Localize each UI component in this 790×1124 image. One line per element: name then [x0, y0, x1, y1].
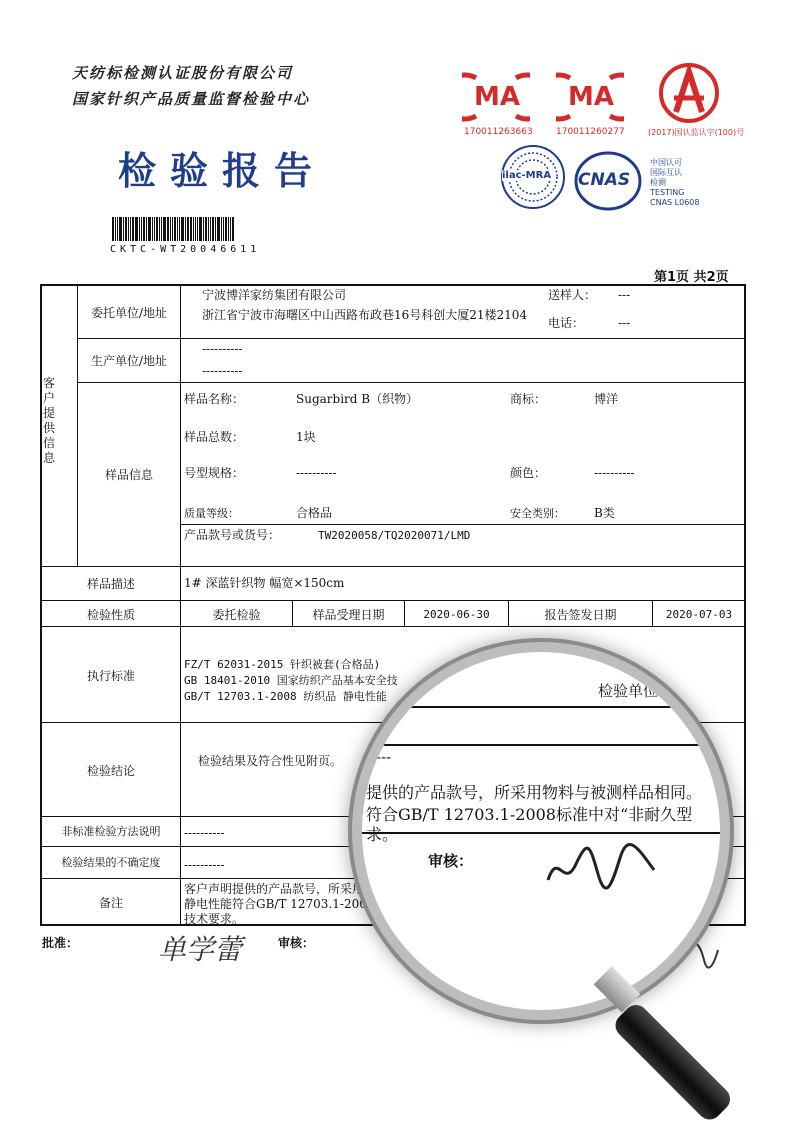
page-indicator: 第1页 共2页: [654, 270, 729, 285]
phone-value: ---: [618, 316, 631, 330]
count-label: 样品总数：: [184, 430, 245, 444]
remarks-label: 备注: [98, 895, 123, 910]
item-number-label: 产品款号或货号：: [184, 528, 281, 542]
client-section-label: 客户提供信息: [43, 376, 56, 465]
issued-date-value: 2020-07-03: [665, 607, 733, 621]
remarks-line3: 技术要求。: [184, 912, 245, 926]
phone-label: 电话：: [548, 316, 585, 330]
sample-info-label: 样品信息: [104, 467, 153, 482]
nonstandard-value: ----------: [184, 826, 225, 840]
brand-value: 博洋: [594, 392, 619, 406]
remarks-line1: 客户声明提供的产品款号，所采用: [184, 882, 365, 896]
magnifier-line3: 求。: [366, 825, 399, 844]
org-name-line1: 天纺标检测认证股份有限公司: [72, 64, 294, 82]
model-label: 号型规格：: [184, 466, 245, 480]
grade-label: 质量等级：: [184, 507, 239, 520]
standard-line2: GB 18401-2010 国家纺织产品基本安全技: [184, 674, 398, 687]
sample-desc-label: 样品描述: [86, 576, 135, 591]
sample-desc-value: 1# 深蓝针织物 幅宽×150cm: [184, 576, 345, 590]
grade-value: 合格品: [296, 506, 333, 520]
client-address: 浙江省宁波市海曙区中山西路布政巷16号科创大厦21楼2104: [202, 308, 528, 322]
cnas-caption: 中国认可 国际互认 检测 TESTING CNAS L0608: [650, 158, 700, 207]
standard-line1: FZ/T 62031-2015 针织被套(合格品): [184, 658, 381, 671]
magnifier-line1: 提供的产品款号，所采用物料与被测样品相同。: [366, 783, 703, 802]
safety-label: 安全类别：: [510, 507, 565, 520]
brand-label: 商标：: [510, 392, 547, 406]
magnifier-stamp-label: 检验单位: [598, 682, 659, 700]
approve-label: 批准：: [42, 936, 79, 950]
cma-logo-2: MA: [556, 72, 624, 122]
approve-signature: 单学蕾: [158, 933, 243, 966]
magnifier-signature: [542, 840, 662, 904]
inspection-type-label: 检验性质: [86, 607, 135, 622]
ilac-mra-logo: ilac-MRA: [500, 144, 566, 210]
received-date-label: 样品受理日期: [312, 607, 385, 622]
model-value: ----------: [296, 466, 337, 480]
cma-number-2: 170011260277: [556, 127, 625, 137]
magnifier-handle: [611, 1000, 735, 1124]
safety-value: B类: [594, 506, 615, 520]
cma-logo-1: MA: [462, 72, 530, 122]
standard-line3: GB/T 12703.1-2008 纺织品 静电性能: [184, 690, 387, 703]
count-value: 1块: [296, 430, 316, 444]
nonstandard-label: 非标准检验方法说明: [61, 825, 161, 838]
magnifier-review-label: 审核：: [428, 852, 474, 870]
conclusion-label: 检验结论: [86, 763, 135, 778]
sample-name-label: 样品名称：: [184, 392, 245, 406]
received-date-value: 2020-06-30: [423, 607, 490, 621]
uncertainty-value: ----------: [184, 858, 225, 872]
client-name: 宁波博洋家纺集团有限公司: [202, 288, 347, 302]
cal-number: (2017)国认监认字(100)号: [648, 128, 745, 137]
color-value: ----------: [594, 466, 635, 480]
inspection-type-value: 委托检验: [212, 607, 261, 622]
producer-line2: ----------: [202, 364, 243, 378]
sender-label: 送样人：: [548, 288, 597, 302]
magnifier-lens: [362, 652, 720, 1010]
cal-logo: [656, 62, 722, 124]
uncertainty-label: 检验结果的不确定度: [61, 856, 161, 869]
color-label: 颜色：: [510, 466, 547, 480]
issued-date-label: 报告签发日期: [544, 607, 617, 622]
magnifier-dashes: ---: [376, 748, 392, 766]
conclusion-text: 检验结果及符合性见附页。: [198, 754, 343, 768]
producer-label: 生产单位/地址: [90, 353, 168, 368]
item-number-value: TW2020058/TQ2020071/LMD: [318, 529, 471, 542]
sender-value: ---: [618, 288, 631, 302]
cnas-logo: CNAS: [574, 150, 642, 212]
barcode: [112, 217, 235, 241]
cma-number-1: 170011263663: [464, 127, 533, 137]
magnifier-line2: 符合GB/T 12703.1-2008标准中对“非耐久型: [366, 805, 693, 824]
sample-name-value: Sugarbird B（织物）: [296, 392, 419, 406]
standards-label: 执行标准: [86, 668, 135, 683]
org-name-line2: 国家针织产品质量监督检验中心: [72, 90, 311, 108]
remarks-line2: 静电性能符合GB/T 12703.1-2008: [184, 897, 375, 911]
client-label: 委托单位/地址: [90, 305, 168, 320]
report-number: CKTC-WT20046611: [110, 244, 261, 255]
producer-line1: ----------: [202, 342, 243, 356]
review-label: 审核：: [278, 936, 315, 950]
report-title: 检验报告: [118, 148, 327, 193]
